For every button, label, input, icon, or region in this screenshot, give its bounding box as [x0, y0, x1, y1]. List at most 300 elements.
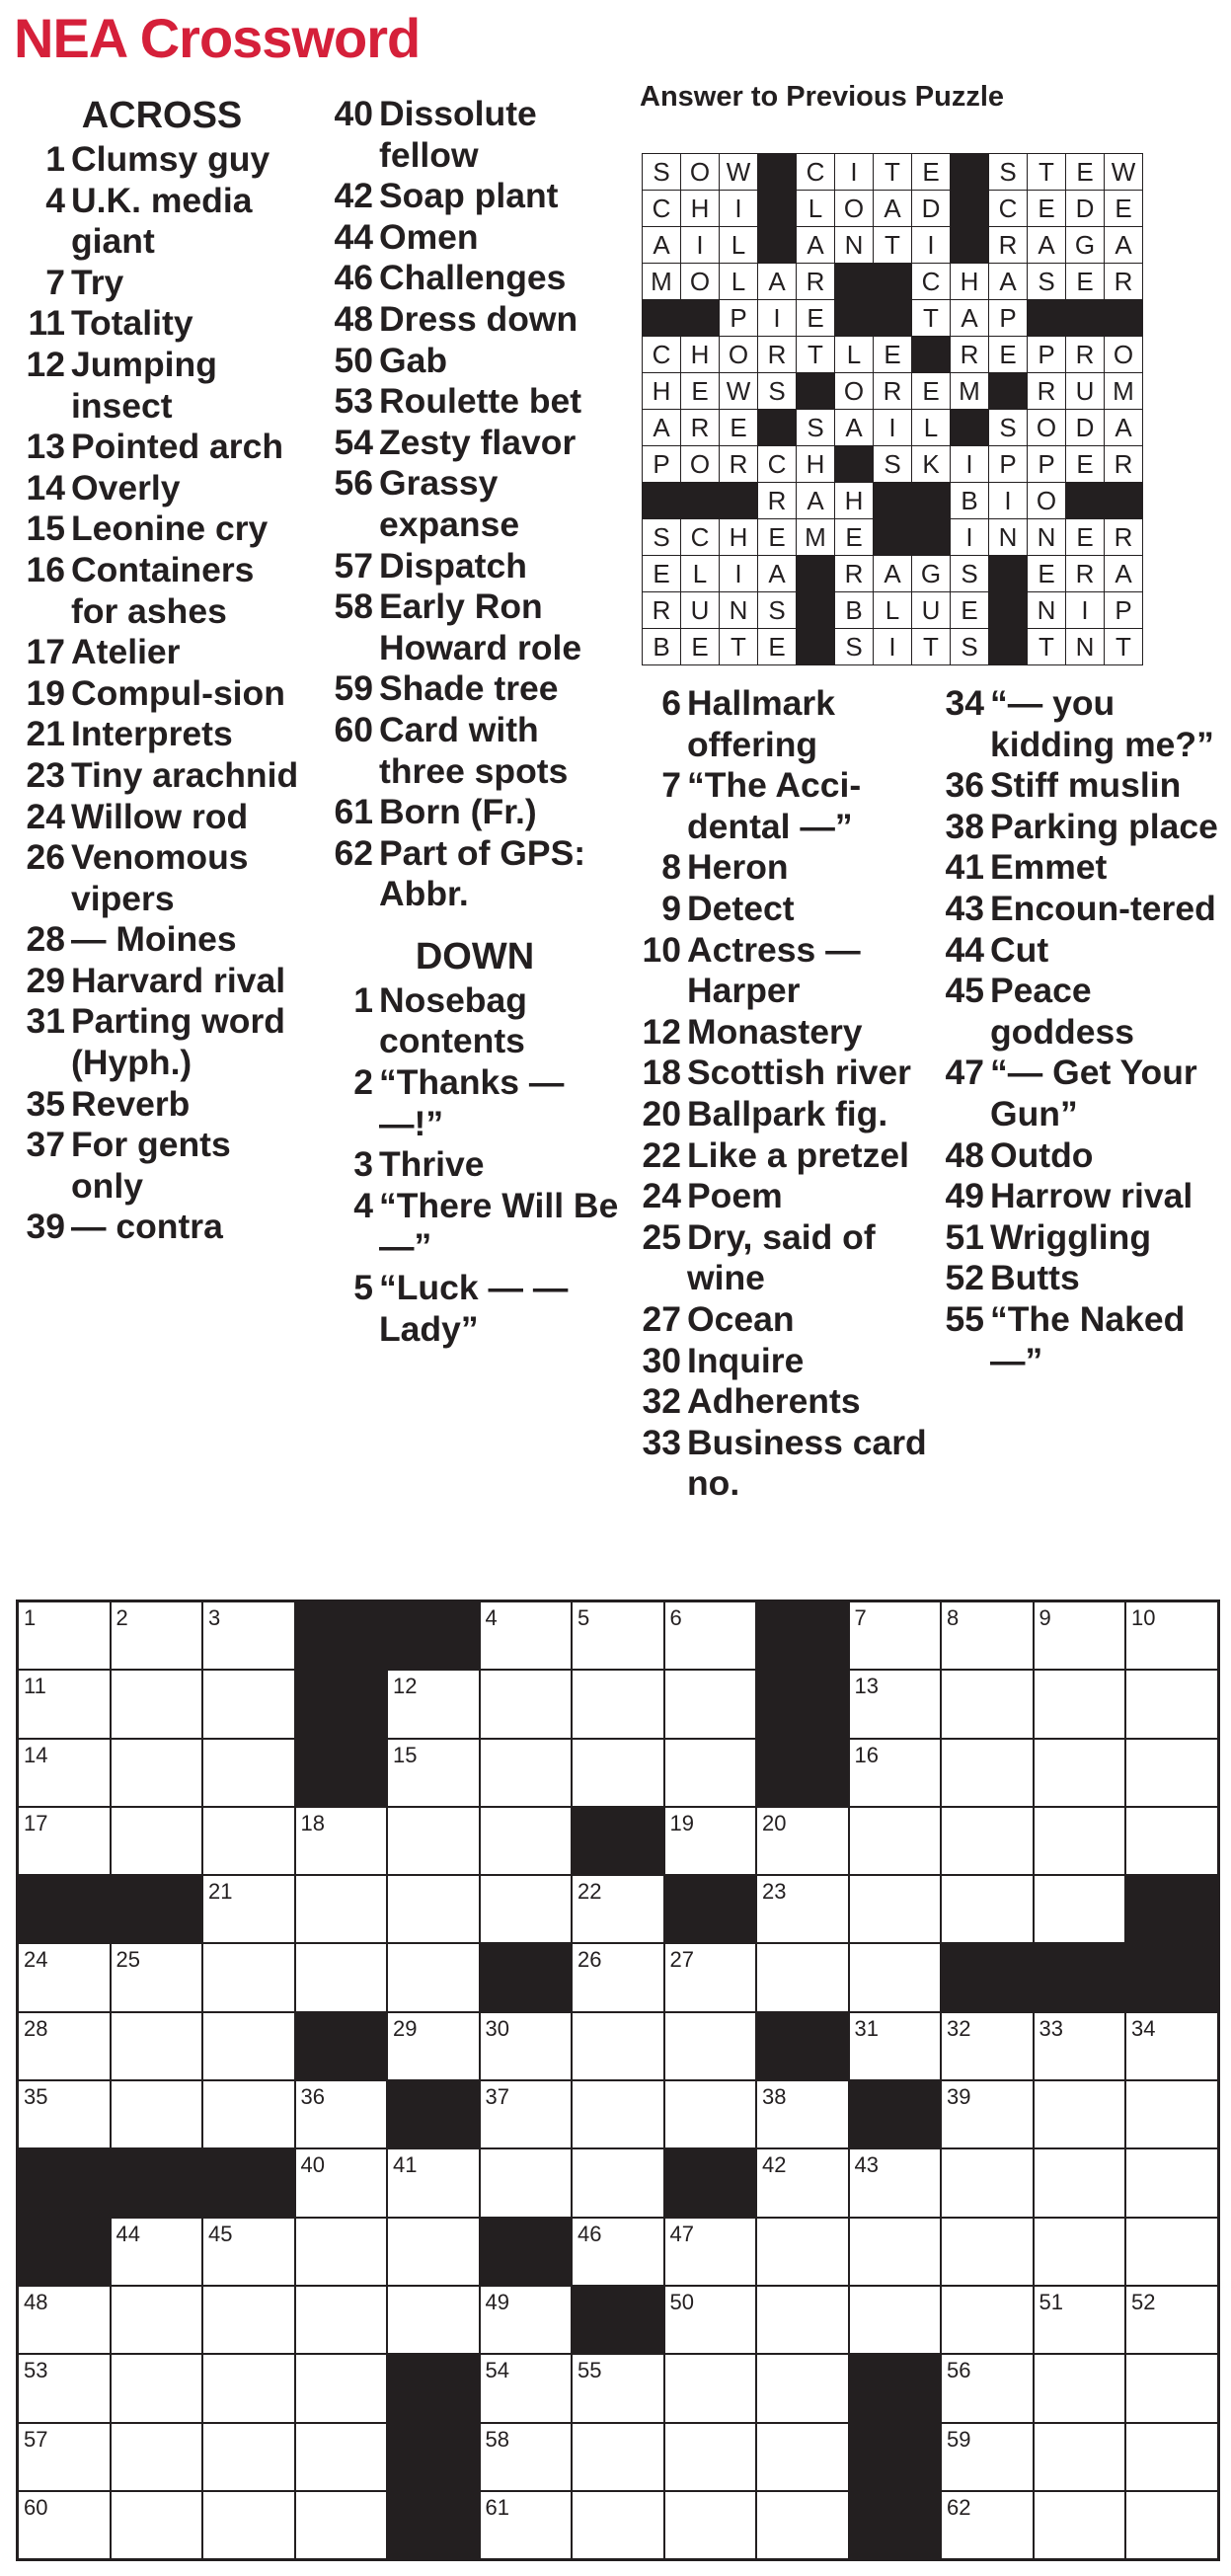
grid-cell[interactable]	[480, 2286, 573, 2354]
grid-cell[interactable]	[111, 2423, 203, 2491]
grid-cell[interactable]	[202, 2012, 295, 2080]
grid-cell[interactable]	[664, 1601, 757, 1671]
grid-cell[interactable]	[1034, 2286, 1126, 2354]
grid-cell[interactable]	[1034, 2218, 1126, 2286]
clue-number: 24	[26, 796, 65, 836]
grid-cell[interactable]	[572, 2423, 664, 2491]
black-square	[295, 1601, 388, 1671]
cell-number: 1	[24, 1605, 37, 1630]
grid-cell[interactable]	[295, 1807, 388, 1875]
grid-cell[interactable]	[664, 1943, 757, 2011]
grid-cell[interactable]	[480, 1807, 573, 1875]
clue-item	[933, 1299, 1229, 1381]
clue-number: 6	[661, 683, 681, 723]
grid-cell[interactable]	[202, 2286, 295, 2354]
down-list-1	[318, 980, 632, 1350]
grid-cell[interactable]	[572, 1670, 664, 1738]
grid-cell[interactable]	[480, 1875, 573, 1943]
grid-cell[interactable]	[756, 1875, 849, 1943]
grid-cell[interactable]	[387, 2012, 480, 2080]
grid-cell[interactable]	[1125, 2286, 1218, 2354]
grid-cell[interactable]	[756, 2218, 849, 2286]
grid-cell[interactable]	[941, 2286, 1034, 2354]
grid-cell[interactable]	[1125, 2080, 1218, 2148]
clue-text: — Moines	[71, 919, 237, 960]
answer-cell: A	[874, 191, 912, 227]
grid-cell[interactable]	[664, 2218, 757, 2286]
grid-cell[interactable]	[480, 1670, 573, 1738]
grid-cell[interactable]	[480, 2354, 573, 2422]
answer-cell: S	[874, 446, 912, 483]
grid-cell[interactable]	[111, 2286, 203, 2354]
clue-number: 11	[28, 303, 65, 344]
grid-cell[interactable]	[387, 2148, 480, 2217]
grid-cell[interactable]	[18, 1807, 111, 1875]
grid-cell[interactable]	[1034, 2080, 1126, 2148]
black-square	[797, 373, 835, 410]
answer-cell: W	[720, 154, 758, 191]
grid-cell[interactable]	[572, 2491, 664, 2560]
clue-text: Dissolute fellow	[379, 94, 537, 175]
grid-cell[interactable]	[941, 2354, 1034, 2422]
grid-cell[interactable]	[849, 1875, 942, 1943]
grid-cell[interactable]	[202, 1739, 295, 1807]
clue-item	[318, 94, 632, 176]
answer-cell: E	[1028, 191, 1066, 227]
clue-text: Dress down	[379, 298, 578, 339]
answer-cell: S	[835, 629, 874, 665]
grid-cell[interactable]	[572, 2080, 664, 2148]
cell-number: 42	[762, 2152, 787, 2178]
grid-cell[interactable]	[572, 1943, 664, 2011]
grid-cell[interactable]	[664, 2354, 757, 2422]
answer-cell: E	[720, 410, 758, 446]
cell-number: 57	[24, 2426, 48, 2452]
black-square	[756, 1670, 849, 1738]
grid-cell[interactable]	[18, 2354, 111, 2422]
cell-number: 2	[115, 1605, 128, 1630]
grid-cell[interactable]	[111, 1943, 203, 2011]
clue-item	[14, 550, 310, 632]
grid-cell[interactable]	[1125, 1601, 1218, 1671]
clue-item	[628, 1053, 930, 1094]
clue-text: Totality	[71, 303, 193, 344]
grid-cell[interactable]	[572, 1601, 664, 1671]
black-square	[951, 227, 989, 264]
grid-cell[interactable]	[756, 2148, 849, 2217]
grid-cell[interactable]	[387, 1875, 480, 1943]
cell-number: 36	[300, 2084, 325, 2110]
grid-cell[interactable]	[849, 1807, 942, 1875]
grid-cell[interactable]	[572, 1875, 664, 1943]
grid-cell[interactable]	[664, 2423, 757, 2491]
clue-item	[14, 139, 310, 181]
grid-cell[interactable]	[664, 1739, 757, 1807]
clue-number: 61	[334, 792, 373, 832]
answer-cell: E	[681, 629, 720, 665]
grid-cell[interactable]	[1034, 1601, 1126, 1671]
grid-cell[interactable]	[572, 2354, 664, 2422]
grid-cell[interactable]	[18, 2423, 111, 2491]
answer-cell: N	[1028, 592, 1066, 629]
clue-item	[14, 837, 310, 919]
grid-cell[interactable]	[295, 1875, 388, 1943]
cell-number: 7	[854, 1605, 867, 1630]
clue-item	[318, 258, 632, 299]
grid-cell[interactable]	[941, 1875, 1034, 1943]
grid-cell[interactable]	[664, 2286, 757, 2354]
across-list-2	[318, 94, 632, 915]
answer-cell: L	[874, 592, 912, 629]
clue-text: Willow rod	[71, 796, 249, 836]
answer-cell: N	[720, 592, 758, 629]
grid-cell[interactable]	[1034, 2423, 1126, 2491]
clue-number: 33	[642, 1422, 681, 1462]
black-square	[295, 2012, 388, 2080]
clue-text: Gab	[379, 340, 448, 380]
clue-text: Early Ron Howard role	[379, 586, 582, 667]
grid-cell[interactable]	[1034, 2148, 1126, 2217]
clue-number: 1	[353, 979, 373, 1020]
grid-cell[interactable]	[111, 2012, 203, 2080]
black-square	[572, 2286, 664, 2354]
answer-cell: C	[989, 191, 1028, 227]
grid-cell[interactable]	[849, 2286, 942, 2354]
grid-cell[interactable]	[1034, 2491, 1126, 2560]
clue-item	[628, 1217, 930, 1299]
clue-text: Peace goddess	[990, 971, 1134, 1052]
grid-cell[interactable]	[756, 1943, 849, 2011]
grid-cell[interactable]	[387, 2286, 480, 2354]
answer-cell: I	[758, 300, 797, 337]
clue-item	[14, 1084, 310, 1126]
clue-text: Born (Fr.)	[379, 792, 537, 832]
grid-cell[interactable]	[387, 1739, 480, 1807]
clue-number: 44	[945, 929, 984, 970]
clue-item	[318, 341, 632, 382]
answer-cell: D	[1066, 410, 1105, 446]
grid-cell[interactable]	[1034, 1875, 1126, 1943]
black-square	[1125, 1875, 1218, 1943]
grid-cell[interactable]	[849, 1601, 942, 1671]
crossword-grid	[16, 1600, 1220, 2561]
grid-cell[interactable]	[1125, 2012, 1218, 2080]
grid-cell[interactable]	[1034, 1807, 1126, 1875]
clue-text: Roulette bet	[379, 381, 582, 422]
grid-cell[interactable]	[849, 1739, 942, 1807]
clue-text: Ocean	[687, 1298, 795, 1339]
grid-cell[interactable]	[18, 2080, 111, 2148]
clue-text: Thrive	[379, 1144, 485, 1185]
grid-cell[interactable]	[572, 2148, 664, 2217]
grid-cell[interactable]	[202, 2218, 295, 2286]
grid-cell[interactable]	[18, 1601, 111, 1671]
grid-cell[interactable]	[1125, 2148, 1218, 2217]
grid-cell[interactable]	[480, 2148, 573, 2217]
grid-cell[interactable]	[111, 1601, 203, 1671]
clue-number: 46	[334, 258, 373, 298]
grid-cell[interactable]	[1125, 1807, 1218, 1875]
cell-number: 52	[1131, 2289, 1156, 2314]
clue-item	[14, 632, 310, 673]
grid-cell[interactable]	[1125, 2423, 1218, 2491]
clue-item	[318, 217, 632, 259]
answer-cell: T	[874, 227, 912, 264]
clue-number: 17	[26, 632, 65, 672]
cell-number: 26	[577, 1947, 602, 1973]
grid-cell[interactable]	[1034, 1739, 1126, 1807]
grid-cell[interactable]	[387, 2218, 480, 2286]
black-square	[989, 373, 1028, 410]
grid-cell[interactable]	[941, 2148, 1034, 2217]
grid-cell[interactable]	[941, 2080, 1034, 2148]
answer-cell: W	[1105, 154, 1143, 191]
clue-number: 26	[26, 837, 65, 878]
grid-cell[interactable]	[111, 2354, 203, 2422]
clue-text: Business card no.	[687, 1422, 927, 1504]
black-square	[951, 191, 989, 227]
clue-number: 7	[45, 262, 65, 302]
cell-number: 55	[577, 2358, 602, 2383]
grid-cell[interactable]	[295, 2286, 388, 2354]
clue-text: Card with three spots	[379, 709, 569, 791]
grid-cell[interactable]	[941, 1807, 1034, 1875]
grid-cell[interactable]	[480, 2423, 573, 2491]
grid-cell[interactable]	[111, 2491, 203, 2560]
grid-cell[interactable]	[202, 2423, 295, 2491]
answer-cell: I	[681, 227, 720, 264]
clue-text: “— you kidding me?”	[990, 683, 1214, 764]
clue-text: Cut	[990, 929, 1049, 970]
grid-cell[interactable]	[756, 2491, 849, 2560]
clue-number: 24	[642, 1176, 681, 1216]
grid-cell[interactable]	[202, 1670, 295, 1738]
grid-cell[interactable]	[1125, 1739, 1218, 1807]
grid-cell[interactable]	[202, 2080, 295, 2148]
grid-cell[interactable]	[664, 2012, 757, 2080]
answer-cell: S	[989, 154, 1028, 191]
grid-cell[interactable]	[756, 2423, 849, 2491]
black-square	[941, 1943, 1034, 2011]
grid-cell[interactable]	[480, 1739, 573, 1807]
clue-item	[14, 797, 310, 838]
answer-cell: P	[720, 300, 758, 337]
answer-cell: P	[1028, 446, 1066, 483]
grid-cell[interactable]	[572, 2218, 664, 2286]
grid-cell[interactable]	[849, 2012, 942, 2080]
clue-text: U.K. media giant	[71, 180, 253, 262]
grid-cell[interactable]	[756, 2286, 849, 2354]
grid-cell[interactable]	[111, 1739, 203, 1807]
clue-number: 22	[642, 1134, 681, 1175]
grid-cell[interactable]	[941, 2491, 1034, 2560]
grid-cell[interactable]	[295, 2148, 388, 2217]
grid-cell[interactable]	[572, 2012, 664, 2080]
grid-cell[interactable]	[18, 2012, 111, 2080]
grid-cell[interactable]	[1034, 2354, 1126, 2422]
grid-cell[interactable]	[849, 2218, 942, 2286]
black-square	[989, 629, 1028, 665]
answer-cell: O	[835, 373, 874, 410]
grid-cell[interactable]	[202, 1601, 295, 1671]
cell-number: 44	[115, 2221, 140, 2246]
black-square	[480, 2218, 573, 2286]
clue-number: 5	[353, 1268, 373, 1308]
black-square	[989, 556, 1028, 592]
grid-cell[interactable]	[480, 1601, 573, 1671]
grid-cell[interactable]	[849, 1943, 942, 2011]
clue-number: 59	[334, 668, 373, 709]
clue-text: Atelier	[71, 632, 181, 672]
clue-item	[14, 755, 310, 797]
grid-cell[interactable]	[664, 1807, 757, 1875]
answer-cell: O	[1028, 483, 1066, 519]
clue-text: Omen	[379, 216, 479, 257]
grid-cell[interactable]	[572, 1739, 664, 1807]
answer-cell: L	[720, 264, 758, 300]
cell-number: 58	[485, 2426, 509, 2452]
grid-cell[interactable]	[849, 2148, 942, 2217]
grid-cell[interactable]	[480, 2080, 573, 2148]
grid-cell[interactable]	[664, 2491, 757, 2560]
grid-cell[interactable]	[1034, 2012, 1126, 2080]
grid-cell[interactable]	[941, 2012, 1034, 2080]
black-square	[202, 2148, 295, 2217]
grid-cell[interactable]	[295, 2423, 388, 2491]
answer-cell: H	[643, 373, 681, 410]
answer-cell: P	[643, 446, 681, 483]
answer-cell: S	[758, 373, 797, 410]
answer-cell: S	[643, 519, 681, 556]
clue-number: 13	[26, 427, 65, 467]
grid-cell[interactable]	[111, 2080, 203, 2148]
grid-cell[interactable]	[18, 1670, 111, 1738]
black-square	[874, 483, 912, 519]
answer-cell: L	[720, 227, 758, 264]
answer-cell: P	[1105, 592, 1143, 629]
answer-cell: E	[1066, 519, 1105, 556]
grid-cell[interactable]	[295, 1943, 388, 2011]
answer-cell: A	[951, 300, 989, 337]
answer-cell: R	[1028, 373, 1066, 410]
answer-cell: S	[1028, 264, 1066, 300]
grid-cell[interactable]	[756, 1807, 849, 1875]
grid-cell[interactable]	[202, 2491, 295, 2560]
grid-cell[interactable]	[941, 1601, 1034, 1671]
grid-cell[interactable]	[1125, 2218, 1218, 2286]
grid-cell[interactable]	[849, 1670, 942, 1738]
cell-number: 21	[208, 1879, 233, 1905]
grid-cell[interactable]	[111, 1807, 203, 1875]
clue-number: 14	[26, 467, 65, 507]
answer-cell: A	[989, 264, 1028, 300]
clue-item	[628, 930, 930, 1012]
grid-cell[interactable]	[941, 1670, 1034, 1738]
black-square	[835, 264, 874, 300]
clue-number: 8	[661, 847, 681, 888]
clue-item	[14, 427, 310, 468]
answer-cell: N	[1066, 629, 1105, 665]
grid-cell[interactable]	[387, 1807, 480, 1875]
grid-cell[interactable]	[18, 1739, 111, 1807]
clue-text: Stiff muslin	[990, 765, 1182, 806]
clue-text: Shade tree	[379, 668, 559, 709]
grid-cell[interactable]	[1125, 2491, 1218, 2560]
grid-cell[interactable]	[202, 1943, 295, 2011]
clue-number: 25	[642, 1216, 681, 1257]
clue-number: 3	[353, 1144, 373, 1185]
grid-cell[interactable]	[387, 1943, 480, 2011]
answer-cell: A	[874, 556, 912, 592]
grid-cell[interactable]	[941, 2423, 1034, 2491]
grid-cell[interactable]	[664, 2080, 757, 2148]
answer-cell: H	[951, 264, 989, 300]
cell-number: 49	[485, 2289, 509, 2314]
black-square	[1034, 1943, 1126, 2011]
clue-item	[318, 586, 632, 668]
clue-number: 15	[26, 508, 65, 549]
answer-cell: O	[681, 264, 720, 300]
grid-cell[interactable]	[18, 1943, 111, 2011]
clue-item	[14, 714, 310, 755]
clue-item	[318, 546, 632, 587]
cell-number: 24	[24, 1947, 48, 1973]
grid-cell[interactable]	[1125, 1670, 1218, 1738]
grid-cell[interactable]	[387, 1670, 480, 1738]
clue-item	[933, 765, 1229, 807]
grid-cell[interactable]	[295, 2354, 388, 2422]
cell-number: 8	[947, 1605, 960, 1630]
grid-cell[interactable]	[295, 2080, 388, 2148]
clue-number: 51	[945, 1216, 984, 1257]
grid-cell[interactable]	[480, 2012, 573, 2080]
grid-cell[interactable]	[756, 2354, 849, 2422]
grid-cell[interactable]	[111, 2218, 203, 2286]
clue-number: 38	[945, 806, 984, 846]
grid-cell[interactable]	[480, 2491, 573, 2560]
black-square	[951, 154, 989, 191]
grid-cell[interactable]	[18, 2286, 111, 2354]
grid-cell[interactable]	[111, 1670, 203, 1738]
clue-text: Parking place	[990, 806, 1218, 846]
black-square	[387, 2080, 480, 2148]
black-square	[849, 2491, 942, 2560]
grid-cell[interactable]	[1034, 1670, 1126, 1738]
cell-number: 14	[24, 1742, 48, 1767]
grid-cell[interactable]	[295, 2491, 388, 2560]
grid-cell[interactable]	[1125, 2354, 1218, 2422]
clue-text: Interprets	[71, 714, 233, 754]
grid-cell[interactable]	[941, 1739, 1034, 1807]
grid-cell[interactable]	[202, 2354, 295, 2422]
answer-cell: E	[874, 337, 912, 373]
answer-cell: E	[1028, 556, 1066, 592]
grid-cell[interactable]	[18, 2491, 111, 2560]
clue-text: Scottish river	[687, 1053, 911, 1093]
grid-cell[interactable]	[295, 2218, 388, 2286]
clue-text: Containers for ashes	[71, 549, 255, 631]
cell-number: 47	[669, 2221, 694, 2246]
grid-cell[interactable]	[941, 2218, 1034, 2286]
clue-text: Like a pretzel	[687, 1134, 909, 1175]
grid-cell[interactable]	[202, 1807, 295, 1875]
grid-cell[interactable]	[202, 1875, 295, 1943]
clue-item	[318, 1268, 632, 1350]
clue-number: 58	[334, 586, 373, 627]
answer-cell: R	[951, 337, 989, 373]
grid-cell[interactable]	[756, 2080, 849, 2148]
grid-cell[interactable]	[664, 1670, 757, 1738]
